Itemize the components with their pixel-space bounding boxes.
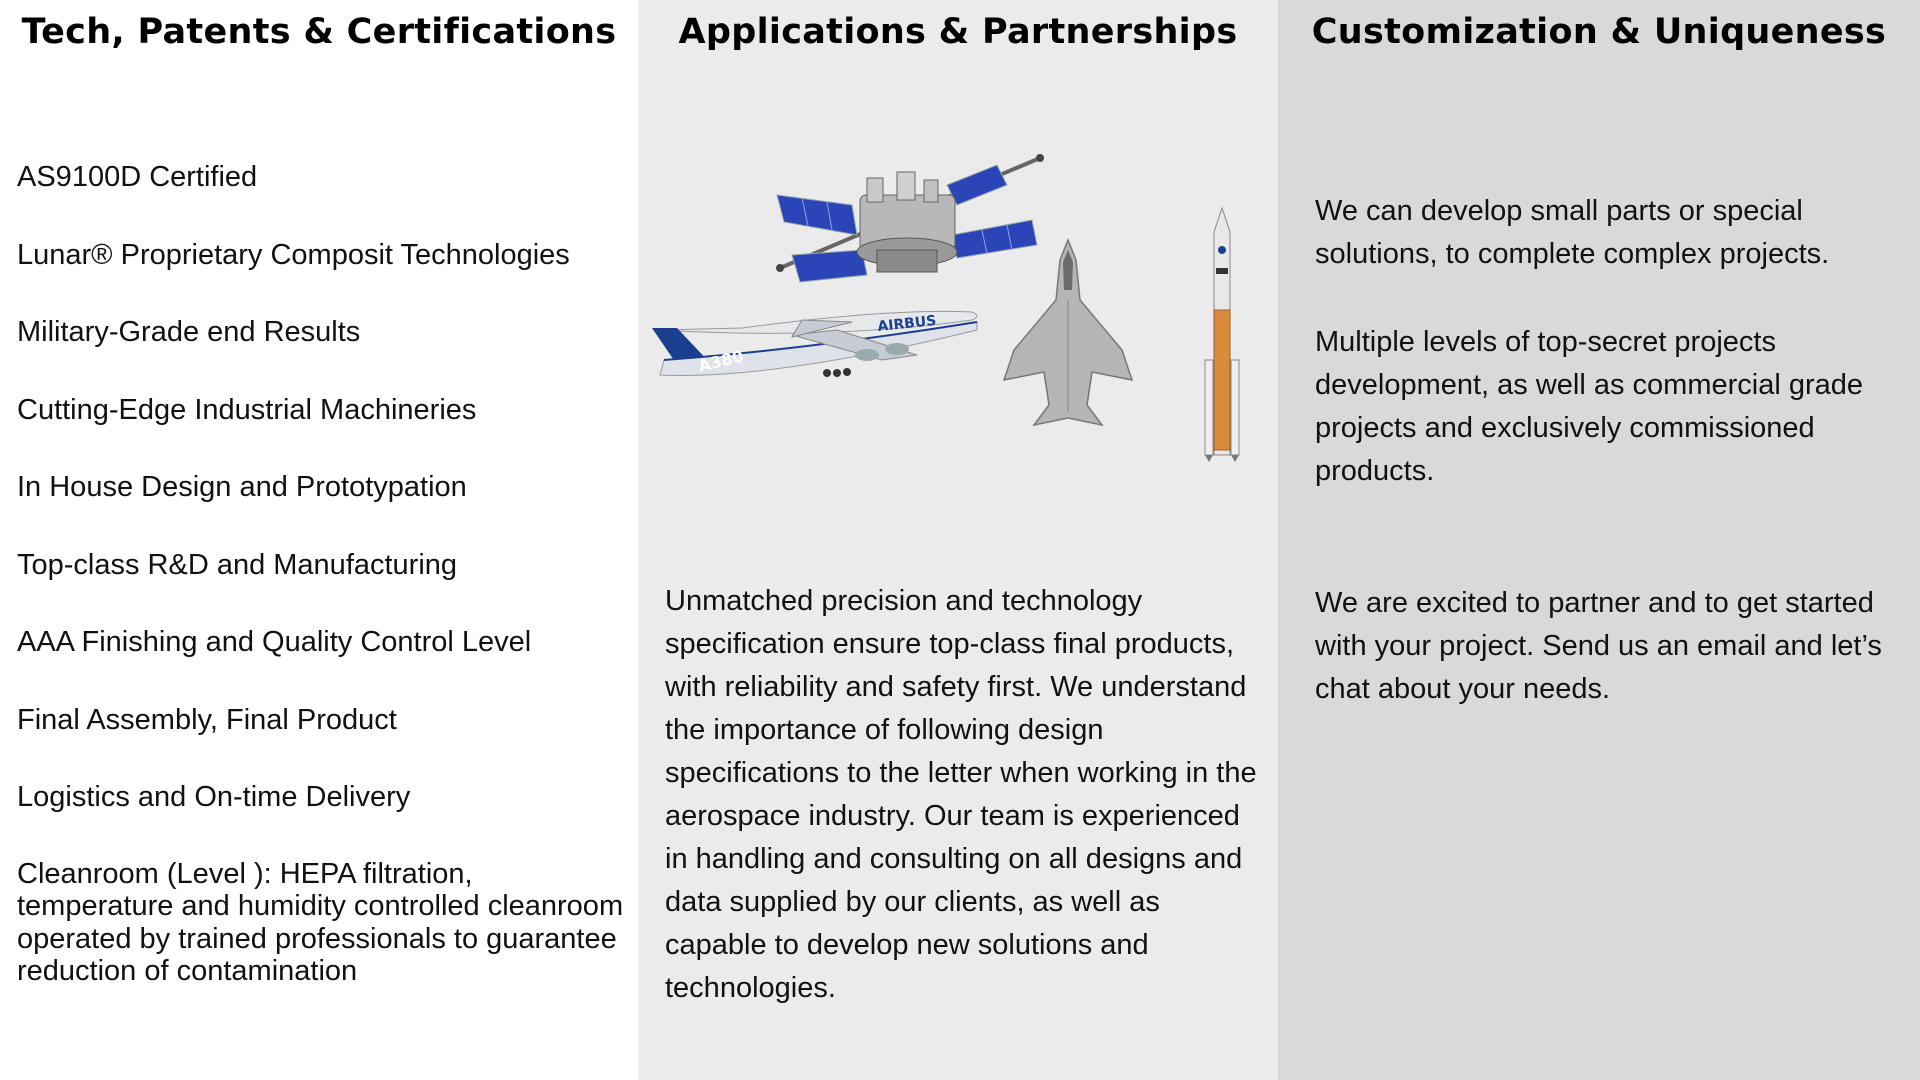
column-tech-patents	[0, 0, 638, 1080]
applications-description: Unmatched precision and technology specification ensure top-class final products, with reliability and safety first. We understand the importance of following design specifications to the letter when working in the aerospace industry. Our team is experienced in handling and consulting on all designs and data supplied by our clients, as well as capable to develop new solutions and technologies.	[665, 585, 1257, 1004]
certifications-list	[17, 160, 627, 988]
column-customization	[1278, 0, 1920, 1080]
airliner-icon	[652, 311, 977, 377]
customization-paragraph: Multiple levels of top-secret projects development, as well as commercial grade projects and exclusively commissioned products.	[1315, 326, 1864, 487]
list-item: AS9100D Certified	[17, 161, 258, 193]
list-item: Cutting-Edge Industrial Machineries	[17, 393, 477, 426]
aerospace-illustration	[652, 150, 1262, 495]
airliner-model-label: A380	[696, 346, 746, 376]
customization-paragraph: We can develop small parts or special solutions, to complete complex projects.	[1315, 195, 1830, 270]
list-item: Final Assembly, Final Product	[17, 703, 397, 736]
list-item: In House Design and Prototypation	[17, 471, 467, 503]
contact-invitation-paragraph: We are excited to partner and to get started with your project. Send us an email and let’s chat about your needs.	[1315, 587, 1882, 705]
list-item-cleanroom: Cleanroom (Level ): HEPA filtration, temperature and humidity controlled cleanroom operated by trained professionals to guarantee reduction of contamination	[17, 857, 624, 987]
list-item: Military-Grade end Results	[17, 316, 361, 348]
column-heading-applications: Applications & Partnerships	[678, 12, 1238, 52]
airliner-brand-label: AIRBUS	[876, 312, 938, 335]
satellite-icon	[776, 154, 1044, 282]
column-applications	[638, 0, 1278, 1080]
column-heading-tech: Tech, Patents & Certifications	[21, 12, 617, 52]
fighter-jet-icon	[1004, 240, 1132, 425]
list-item: Lunar® Proprietary Composit Technologies	[17, 238, 570, 271]
list-item: Logistics and On-time Delivery	[17, 781, 411, 813]
rocket-icon	[1205, 208, 1239, 462]
list-item: AAA Finishing and Quality Control Level	[17, 626, 532, 658]
column-heading-customization: Customization & Uniqueness	[1311, 12, 1887, 52]
list-item: Top-class R&D and Manufacturing	[17, 548, 458, 581]
